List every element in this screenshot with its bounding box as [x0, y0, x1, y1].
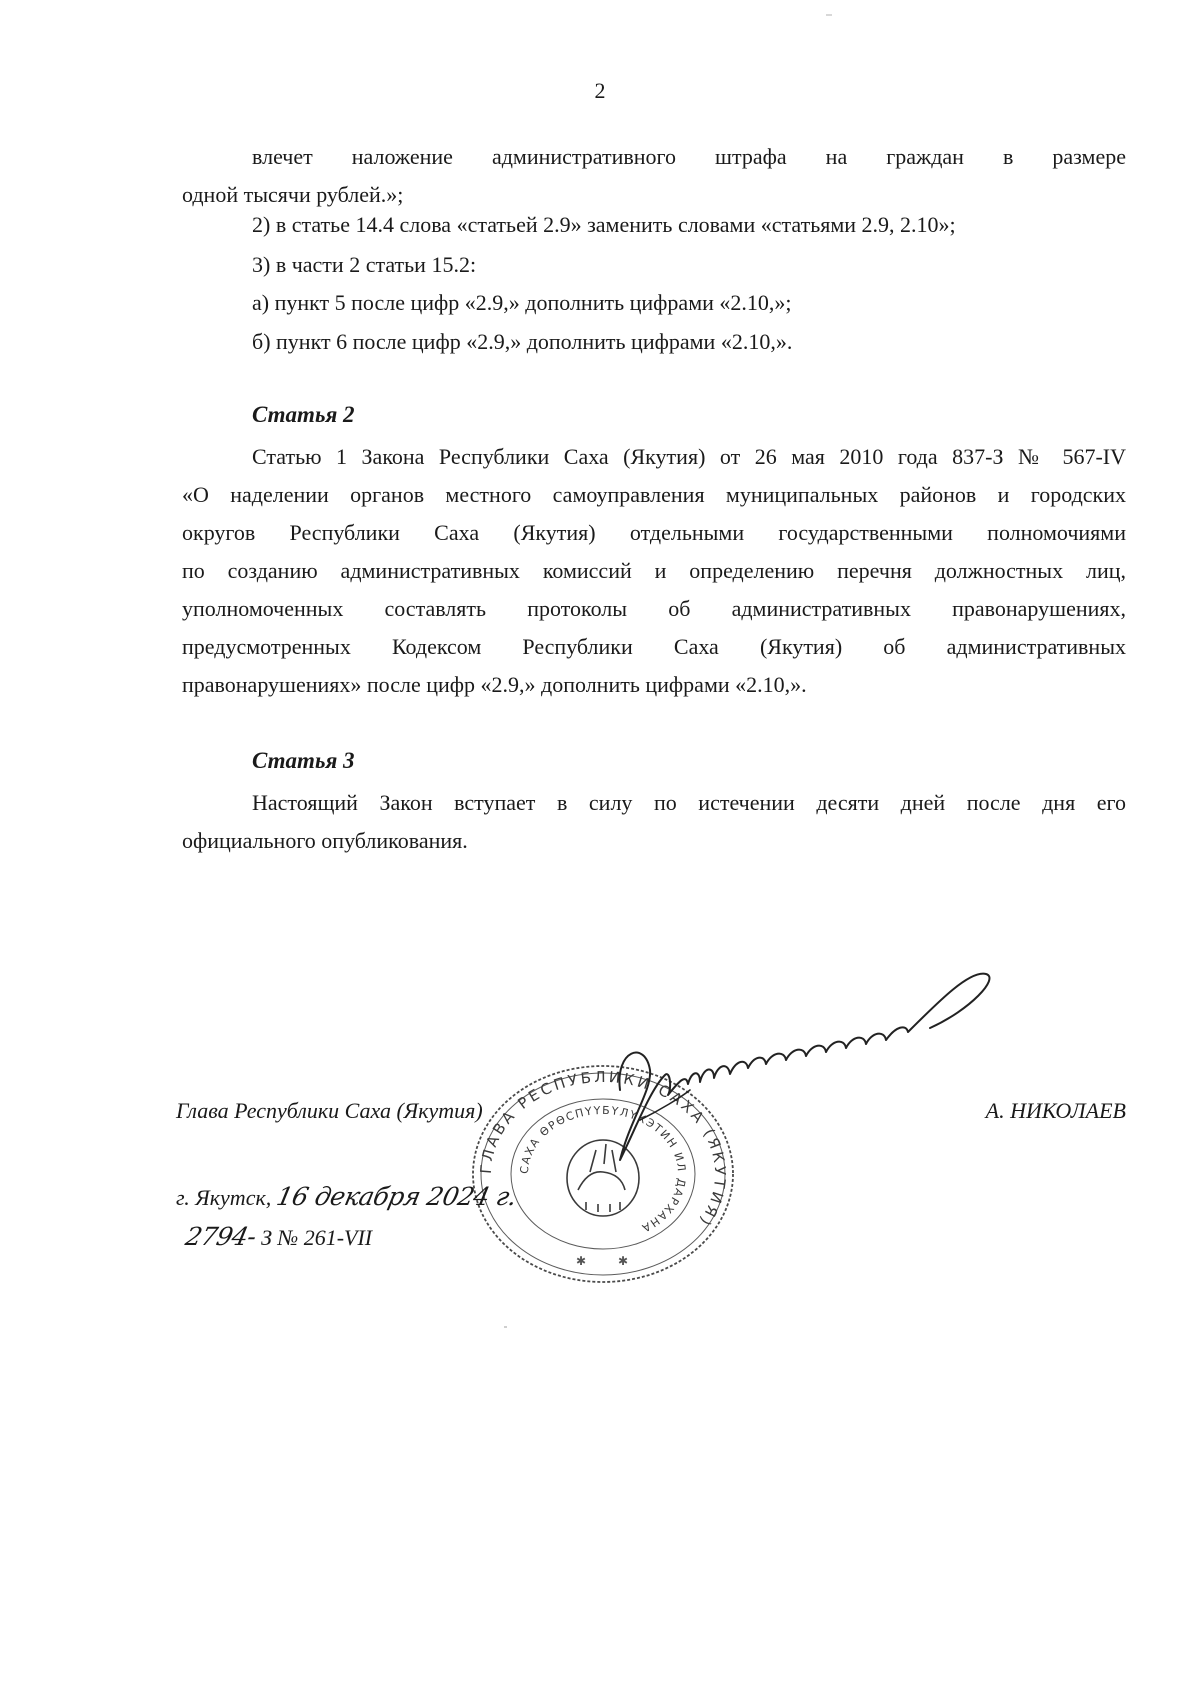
seal-inner-text: САХА ӨРӨСПҮҮБҮЛҮКЭТИН ИЛ ДАРХАНА — [517, 1103, 689, 1236]
handwritten-date: 16 декабря 2024 г. — [273, 1182, 520, 1211]
article-3-paragraph — [182, 784, 1126, 860]
seal-outer-text: ГЛАВА РЕСПУБЛИКИ САХА (ЯКУТИЯ) — [476, 1067, 730, 1232]
paragraph-line: Настоящий Закон вступает в силу по истечении десяти дней после дня его — [252, 790, 1126, 815]
article-2-paragraph — [182, 438, 1126, 704]
paragraph-line: округов Республики Саха (Якутия) отдельными государственными полномочиями — [182, 520, 1126, 545]
paragraph-line: правонарушениях» после цифр «2.9,» дополнить цифрами «2.10,». — [182, 672, 807, 697]
signatory-name: А. НИКОЛАЕВ — [985, 1098, 1126, 1123]
article-3-heading: Статья 3 — [252, 748, 355, 773]
amendment-item: б) пункт 6 после цифр «2.9,» дополнить цифрами «2.10,». — [252, 329, 793, 354]
printed-reg-number: З № 261-VII — [261, 1225, 373, 1250]
scan-speck — [504, 1326, 507, 1328]
paragraph-line: по созданию административных комиссий и определению перечня должностных лиц, — [182, 558, 1126, 583]
signatory-title: Глава Республики Саха (Якутия) — [176, 1098, 483, 1123]
amendment-item: 3) в части 2 статьи 15.2: — [252, 252, 477, 277]
registration-number — [182, 1222, 373, 1251]
paragraph-line: «О наделении органов местного самоуправления муниципальных районов и городских — [182, 482, 1126, 507]
paragraph-line: уполномоченных составлять протоколы об административных правонарушениях, — [182, 596, 1126, 621]
paragraph-line: влечет наложение административного штрафа на граждан в размере — [252, 144, 1126, 169]
place-label: г. Якутск, — [176, 1185, 272, 1210]
paragraph-line: Статью 1 Закона Республики Саха (Якутия) от 26 мая 2010 года 837-З № 567-IV — [252, 444, 1126, 469]
amendment-item: а) пункт 5 после цифр «2.9,» дополнить цифрами «2.10,»; — [252, 290, 792, 315]
scan-speck — [826, 14, 832, 16]
amendment-item: 2) в статье 14.4 слова «статьей 2.9» заменить словами «статьями 2.9, 2.10»; — [252, 212, 956, 237]
continuation-paragraph — [182, 138, 1126, 214]
handwritten-signature — [590, 970, 1040, 1180]
paragraph-line: официального опубликования. — [182, 828, 468, 853]
handwritten-reg-number: 2794- — [182, 1222, 259, 1251]
page-number: 2 — [594, 78, 606, 103]
paragraph-line: одной тысячи рублей.»; — [182, 182, 404, 207]
article-2-heading: Статья 2 — [252, 402, 355, 427]
seal-star: ✱ — [576, 1254, 587, 1268]
place-and-date — [176, 1182, 520, 1211]
seal-star: ✱ — [618, 1254, 629, 1268]
paragraph-line: предусмотренных Кодексом Республики Саха (Якутия) об административных — [182, 634, 1126, 659]
